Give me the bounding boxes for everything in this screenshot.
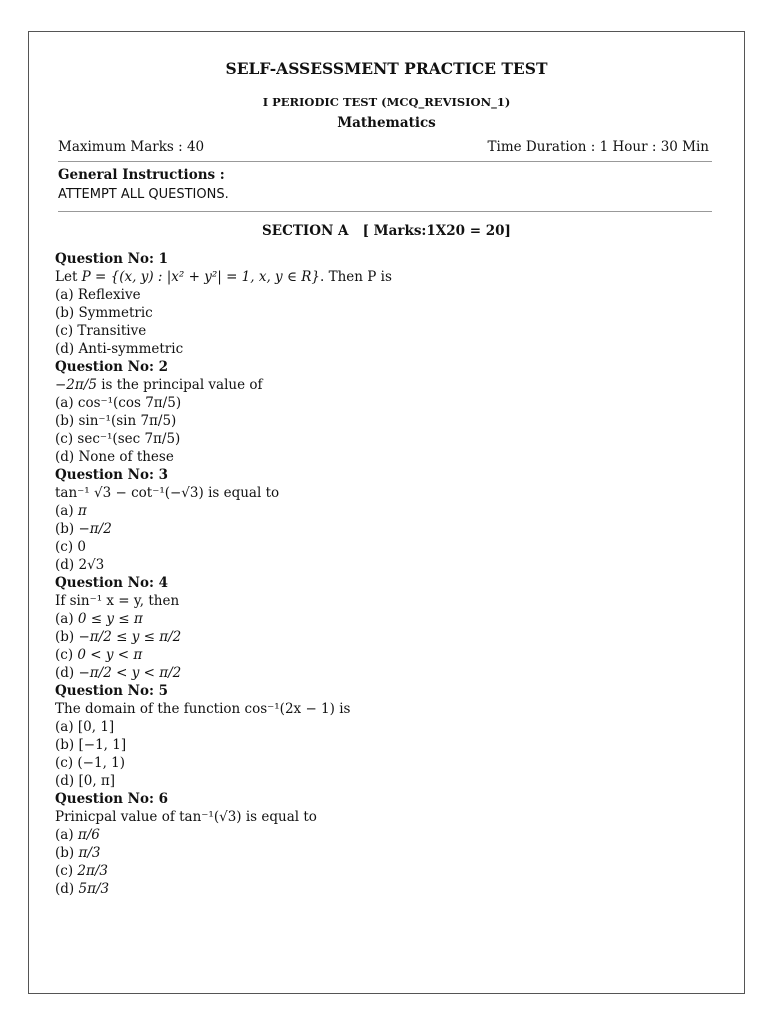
question-math: sin⁻¹ x = y [69, 593, 140, 609]
option-a[interactable]: (a) cos⁻¹(cos 7π/5) [55, 395, 182, 411]
question-math: cos⁻¹(2x − 1) [244, 701, 335, 717]
question-label: Question No: 6 [55, 791, 169, 807]
option-d[interactable]: (d) −π/2 < y < π/2 [55, 665, 182, 681]
test-title: SELF-ASSESSMENT PRACTICE TEST [225, 59, 548, 78]
question-label: Question No: 2 [55, 359, 169, 375]
option-d[interactable]: (d) 5π/3 [55, 881, 110, 897]
test-subtitle: I PERIODIC TEST (MCQ_REVISION_1) [262, 95, 511, 109]
instructions-heading: General Instructions : [58, 167, 225, 183]
option-c[interactable]: (c) 0 < y < π [55, 647, 143, 663]
option-b[interactable]: (b) −π/2 [55, 521, 112, 537]
question-label: Question No: 5 [55, 683, 169, 699]
question-math: P = {(x, y) : |x² + y²| = 1, x, y ∈ R} [81, 269, 320, 285]
question-label: Question No: 4 [55, 575, 169, 591]
option-c[interactable]: (c) Transitive [55, 323, 147, 339]
divider [58, 211, 712, 212]
option-a[interactable]: (a) π [55, 503, 87, 519]
section-heading [29, 223, 744, 239]
option-a[interactable]: (a) 0 ≤ y ≤ π [55, 611, 143, 627]
question-stem: The domain of the function cos⁻¹(2x − 1) is [55, 701, 351, 717]
option-b[interactable]: (b) Symmetric [55, 305, 153, 321]
subject-name: Mathematics [337, 115, 436, 131]
time-duration: Time Duration : 1 Hour : 30 Min [487, 139, 709, 155]
option-d[interactable]: (d) Anti-symmetric [55, 341, 184, 357]
question-stem: tan⁻¹ √3 − cot⁻¹(−√3) is equal to [55, 485, 280, 501]
section-marks: [ Marks:1X20 = 20] [362, 223, 511, 239]
option-b[interactable]: (b) sin⁻¹(sin 7π/5) [55, 413, 177, 429]
option-c[interactable]: (c) 0 [55, 539, 86, 555]
option-d[interactable]: (d) 2√3 [55, 557, 105, 573]
instructions-text: ATTEMPT ALL QUESTIONS. [58, 187, 229, 202]
test-paper [28, 31, 745, 994]
option-d[interactable]: (d) [0, π] [55, 773, 116, 789]
option-b[interactable]: (b) π/3 [55, 845, 101, 861]
maximum-marks: Maximum Marks : 40 [58, 139, 205, 155]
option-c[interactable]: (c) (−1, 1) [55, 755, 126, 771]
option-a[interactable]: (a) [0, 1] [55, 719, 115, 735]
option-c[interactable]: (c) sec⁻¹(sec 7π/5) [55, 431, 181, 447]
question-label: Question No: 1 [55, 251, 169, 267]
option-d[interactable]: (d) None of these [55, 449, 174, 465]
section-name: SECTION A [262, 223, 349, 239]
option-b[interactable]: (b) −π/2 ≤ y ≤ π/2 [55, 629, 182, 645]
question-math: −2π/5 [55, 377, 97, 393]
question-stem: Prinicpal value of tan⁻¹(√3) is equal to [55, 809, 317, 825]
question-stem: If sin⁻¹ x = y, then [55, 593, 180, 609]
question-math: tan⁻¹(√3) [179, 809, 242, 825]
option-c[interactable]: (c) 2π/3 [55, 863, 109, 879]
question-label: Question No: 3 [55, 467, 169, 483]
question-math: tan⁻¹ √3 − cot⁻¹(−√3) [55, 485, 204, 501]
option-a[interactable]: (a) π/6 [55, 827, 100, 843]
question-list [55, 250, 715, 898]
option-b[interactable]: (b) [−1, 1] [55, 737, 127, 753]
question-stem: −2π/5 is the principal value of [55, 377, 263, 393]
option-a[interactable]: (a) Reflexive [55, 287, 141, 303]
divider [58, 161, 712, 162]
question-stem: Let P = {(x, y) : |x² + y²| = 1, x, y ∈ R}. Then P is [55, 269, 392, 285]
